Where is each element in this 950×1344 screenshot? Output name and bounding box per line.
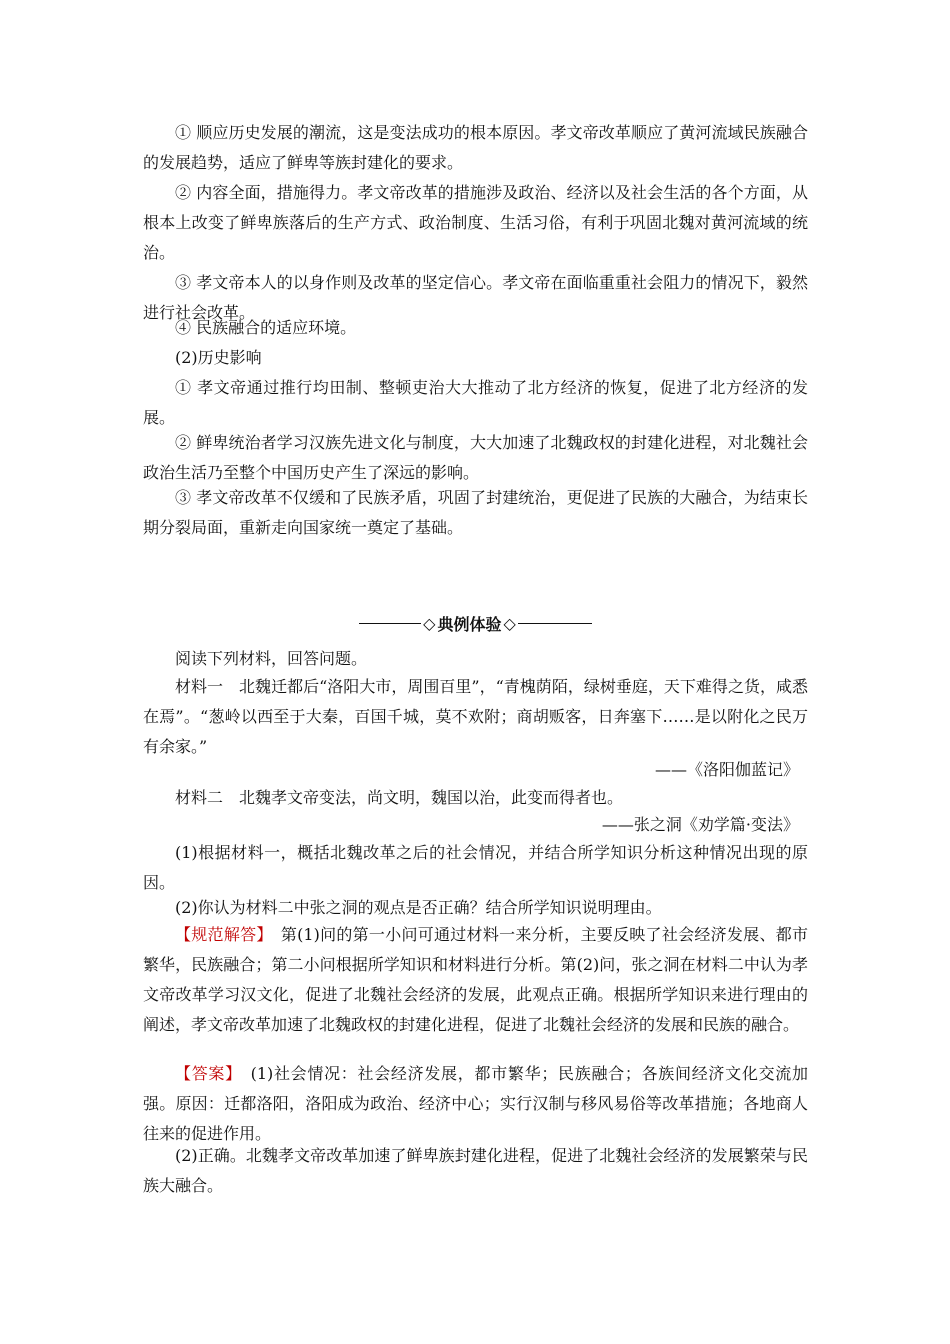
- material-2: 材料二 北魏孝文帝变法，尚文明，魏国以治，此变而得者也。: [175, 788, 624, 807]
- diamond-icon: ◇: [423, 613, 436, 633]
- cause-paragraph-1: ① 顺应历史发展的潮流，这是变法成功的根本原因。孝文帝改革顺应了黄河流域民族融合的发展趋势，适应了鲜卑等族封建化的要求。: [143, 123, 808, 172]
- question-2: (2)你认为材料二中张之洞的观点是否正确？结合所学知识说明理由。: [175, 898, 662, 917]
- cause-paragraph-2: ② 内容全面，措施得力。孝文帝改革的措施涉及政治、经济以及社会生活的各个方面，从根本上改变了鲜卑族落后的生产方式、政治制度、生活习俗，有利于巩固北魏对黄河流域的统治。: [143, 183, 808, 262]
- impact-heading: (2)历史影响: [175, 348, 262, 367]
- material-1: 材料一 北魏迁都后“洛阳大市，周围百里”，“青槐荫陌，绿树垂庭，天下难得之货，咸悉在焉”。“葱岭以西至于大秦，百国千城，莫不欢附；商胡贩客，日奔塞下……是以附化之民万有余家。”: [143, 677, 808, 756]
- cause-paragraph-3: ③ 孝文帝本人的以身作则及改革的坚定信心。孝文帝在面临重重社会阻力的情况下，毅然进行社会改革。: [143, 273, 808, 322]
- impact-paragraph-3: ③ 孝文帝改革不仅缓和了民族矛盾，巩固了封建统治，更促进了民族的大融合，为结束长期分裂局面，重新走向国家统一奠定了基础。: [143, 488, 808, 537]
- example-intro: 阅读下列材料，回答问题。: [175, 649, 368, 668]
- question-1: (1)根据材料一，概括北魏改革之后的社会情况，并结合所学知识分析这种情况出现的原因。: [143, 843, 808, 892]
- heading-rule-right: [518, 623, 592, 624]
- answer-tag: 【答案】: [175, 1064, 234, 1083]
- analysis-text: 第(1)问的第一小问可通过材料一来分析，主要反映了社会经济发展、都市繁华，民族融合；第二小问根据所学知识和材料进行分析。第(2)问，张之洞在材料二中认为孝文帝改革学习汉文化，促进了北魏社会经济的发展，此观点正确。根据所学知识来进行理由的阐述，孝文帝改革加速了北魏政权的封建化进程，促进了北魏社会经济的发展和民族的融合。: [143, 925, 808, 1034]
- material-2-source: ——张之洞《劝学篇·变法》: [601, 815, 799, 834]
- impact-paragraph-2: ② 鲜卑统治者学习汉族先进文化与制度，大大加速了北魏政权的封建化进程，对北魏社会政治生活乃至整个中国历史产生了深远的影响。: [143, 433, 808, 482]
- section-heading: [143, 608, 808, 638]
- heading-rule-left: [359, 623, 421, 624]
- cause-paragraph-4: ④ 民族融合的适应环境。: [175, 318, 357, 337]
- answer-text-1: (1)社会情况：社会经济发展，都市繁华；民族融合；各族间经济文化交流加强。原因：迁都洛阳，洛阳成为政治、经济中心；实行汉制与移风易俗等改革措施；各地商人往来的促进作用。: [143, 1064, 808, 1143]
- analysis-tag: 【规范解答】: [175, 925, 265, 944]
- impact-paragraph-1: ① 孝文帝通过推行均田制、整顿吏治大大推动了北方经济的恢复，促进了北方经济的发展。: [143, 378, 808, 427]
- analysis-paragraph: [143, 920, 808, 1040]
- answer-paragraph: [143, 1059, 808, 1149]
- answer-paragraph-2: (2)正确。北魏孝文帝改革加速了鲜卑族封建化进程，促进了北魏社会经济的发展繁荣与民族大融合。: [143, 1146, 808, 1195]
- material-1-source: ——《洛阳伽蓝记》: [654, 760, 799, 779]
- diamond-icon: ◇: [503, 613, 516, 633]
- section-title: 典例体验: [437, 614, 502, 634]
